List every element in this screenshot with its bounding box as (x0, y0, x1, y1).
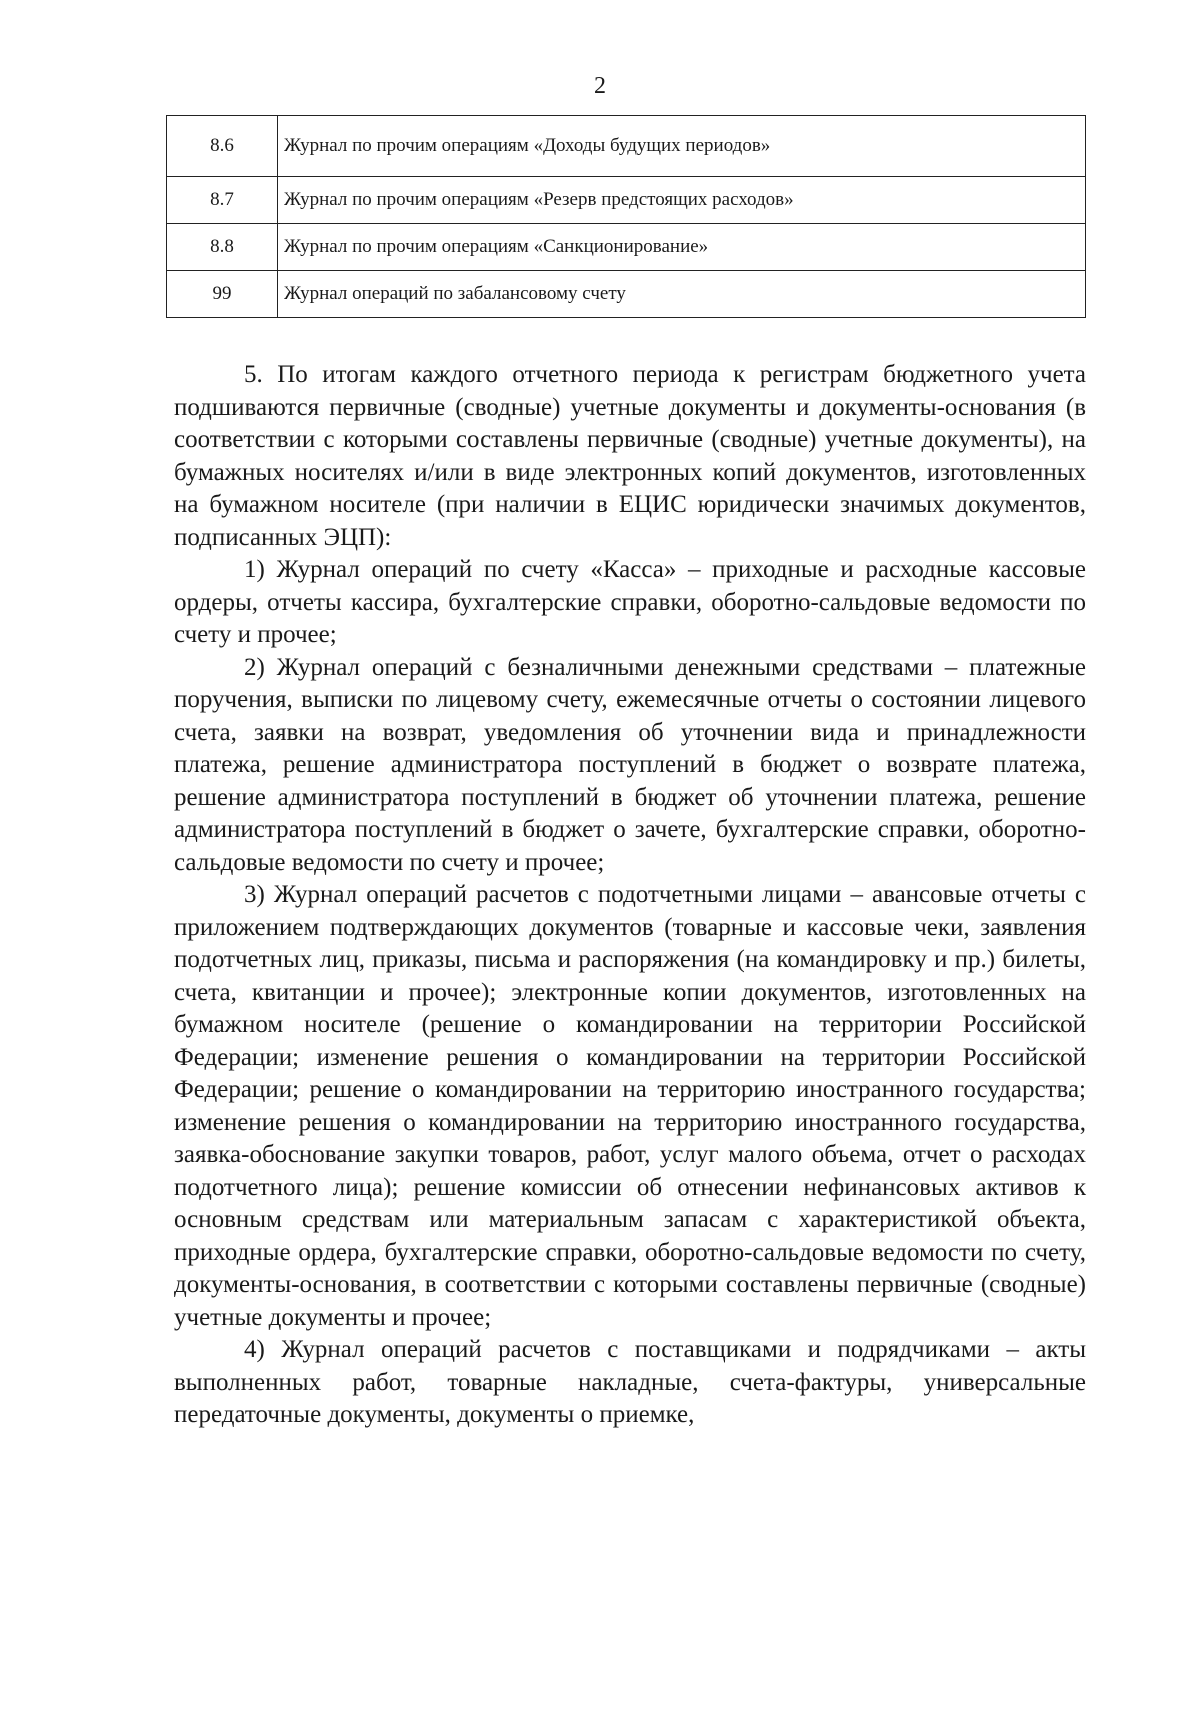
row-journal-name: Журнал по прочим операциям «Резерв предстоящих расходов» (278, 177, 1086, 224)
table-row (167, 116, 1086, 177)
row-journal-name: Журнал по прочим операциям «Доходы будущих периодов» (278, 116, 1086, 177)
page-number: 2 (594, 73, 606, 99)
row-number: 8.7 (167, 177, 278, 224)
table-row (167, 177, 1086, 224)
list-item-4: 4) Журнал операций расчетов с поставщиками и подрядчиками – акты выполненных работ, товарные накладные, счета-фактуры, универсальные передаточные документы, документы о приемке, (174, 1336, 1086, 1428)
row-journal-name: Журнал по прочим операциям «Санкционирование» (278, 224, 1086, 271)
journal-table (166, 115, 1086, 318)
table-row (167, 224, 1086, 271)
row-number: 8.6 (167, 116, 278, 177)
list-item-1: 1) Журнал операций по счету «Касса» – приходные и расходные кассовые ордеры, отчеты кассира, бухгалтерские справки, оборотно-сальдовые ведомости по счету и прочее; (174, 556, 1086, 648)
list-item-3: 3) Журнал операций расчетов с подотчетными лицами – авансовые отчеты с приложением подтверждающих документов (товарные и кассовые чеки, заявления подотчетных лиц, приказы, письма и распоряжения (на командировку и пр.) билеты, счета, квитанции и прочее); электронные копии документов, изготовленных на бумажном носителе (решение о командировании на территории Российской Федерации; изменение решения о командировании на территории Российской Федерации; решение о командировании на территорию иностранного государства; изменение решения о командировании на территорию иностранного государства, заявка-обоснование закупки товаров, работ, услуг малого объема, отчет о расходах подотчетного лица); решение комиссии об отнесении нефинансовых активов к основным средствам или материальным запасам с характеристикой объекта, приходные ордера, бухгалтерские справки, оборотно-сальдовые ведомости по счету, документы-основания, в соответствии с которыми составлены первичные (сводные) учетные документы и прочее; (174, 881, 1086, 1331)
row-number: 8.8 (167, 224, 278, 271)
paragraph-5: 5. По итогам каждого отчетного периода к регистрам бюджетного учета подшиваются первичные (сводные) учетные документы и документы-основания (в соответствии с которыми составлены первичные (сводные) учетные документы), на бумажных носителях и/или в виде электронных копий документов, изготовленных на бумажном носителе (при наличии в ЕЦИС юридически значимых документов, подписанных ЭЦП): (174, 361, 1086, 551)
row-journal-name: Журнал операций по забалансовому счету (278, 271, 1086, 318)
list-item-2: 2) Журнал операций с безналичными денежными средствами – платежные поручения, выписки по лицевому счету, ежемесячные отчеты о состоянии лицевого счета, заявки на возврат, уведомления об уточнении вида и принадлежности платежа, решение администратора поступлений в бюджет о возврате платежа, решение администратора поступлений в бюджет об уточнении платежа, решение администратора поступлений в бюджет о зачете, бухгалтерские справки, оборотно-сальдовые ведомости по счету и прочее; (174, 653, 1086, 876)
document-body (174, 359, 1086, 1432)
table-row (167, 271, 1086, 318)
row-number: 99 (167, 271, 278, 318)
